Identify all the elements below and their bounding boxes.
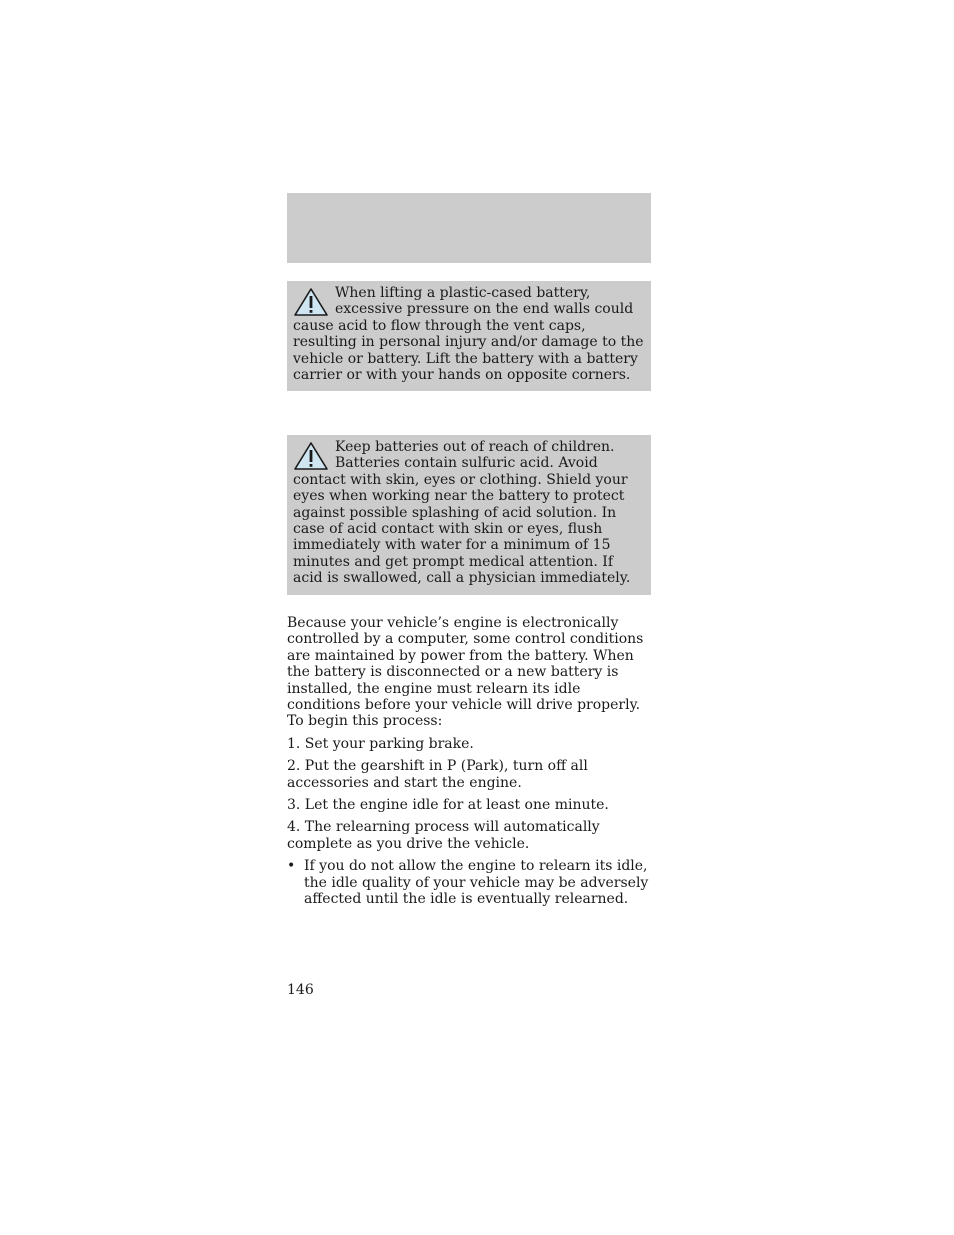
- warning-box-children-acid: [287, 435, 651, 595]
- step-2: 2. Put the gearshift in P (Park), turn off all accessories and start the engine.: [287, 758, 588, 791]
- warning-box-plastic-battery: [287, 281, 651, 391]
- intro-paragraph: Because your vehicle’s engine is electronically controlled by a computer, some control conditions are maintained by power from the battery. When the battery is disconnected or a new battery is installed, the engine must relearn its idle conditions before your vehicle will drive properly. To begin this process:: [287, 615, 644, 730]
- bullet-symbol: •: [287, 858, 296, 875]
- bullet-text: If you do not allow the engine to relearn its idle, the idle quality of your vehicle may be adversely affected until the idle is eventually relearned.: [304, 858, 649, 908]
- section-header-band: [287, 193, 651, 263]
- idle-relearn-section: [287, 615, 655, 908]
- step-3: 3. Let the engine idle for at least one minute.: [287, 797, 609, 814]
- warning-triangle-icon: [293, 441, 329, 471]
- step-1: 1. Set your parking brake.: [287, 735, 474, 752]
- bullet-item: [287, 858, 655, 907]
- step-4: 4. The relearning process will automatically complete as you drive the vehicle.: [287, 819, 600, 852]
- warning-triangle-icon: [293, 287, 329, 317]
- warning-text: Keep batteries out of reach of children. Batteries contain sulfuric acid. Avoid contact with skin, eyes or clothing. Shield your eyes when working near the battery to protect against possible splashing of acid solution. In case of acid contact with skin or eyes, flush immediately with water for a minimum of 15 minutes and get prompt medical attention. If acid is swallowed, call a physician immediately.: [293, 439, 631, 587]
- page-number: 146: [287, 982, 314, 998]
- warning-text: When lifting a plastic-cased battery, excessive pressure on the end walls could cause acid to flow through the vent caps, resulting in personal injury and/or damage to the vehicle or battery. Lift the battery with a battery carrier or with your hands on opposite corners.: [293, 285, 644, 384]
